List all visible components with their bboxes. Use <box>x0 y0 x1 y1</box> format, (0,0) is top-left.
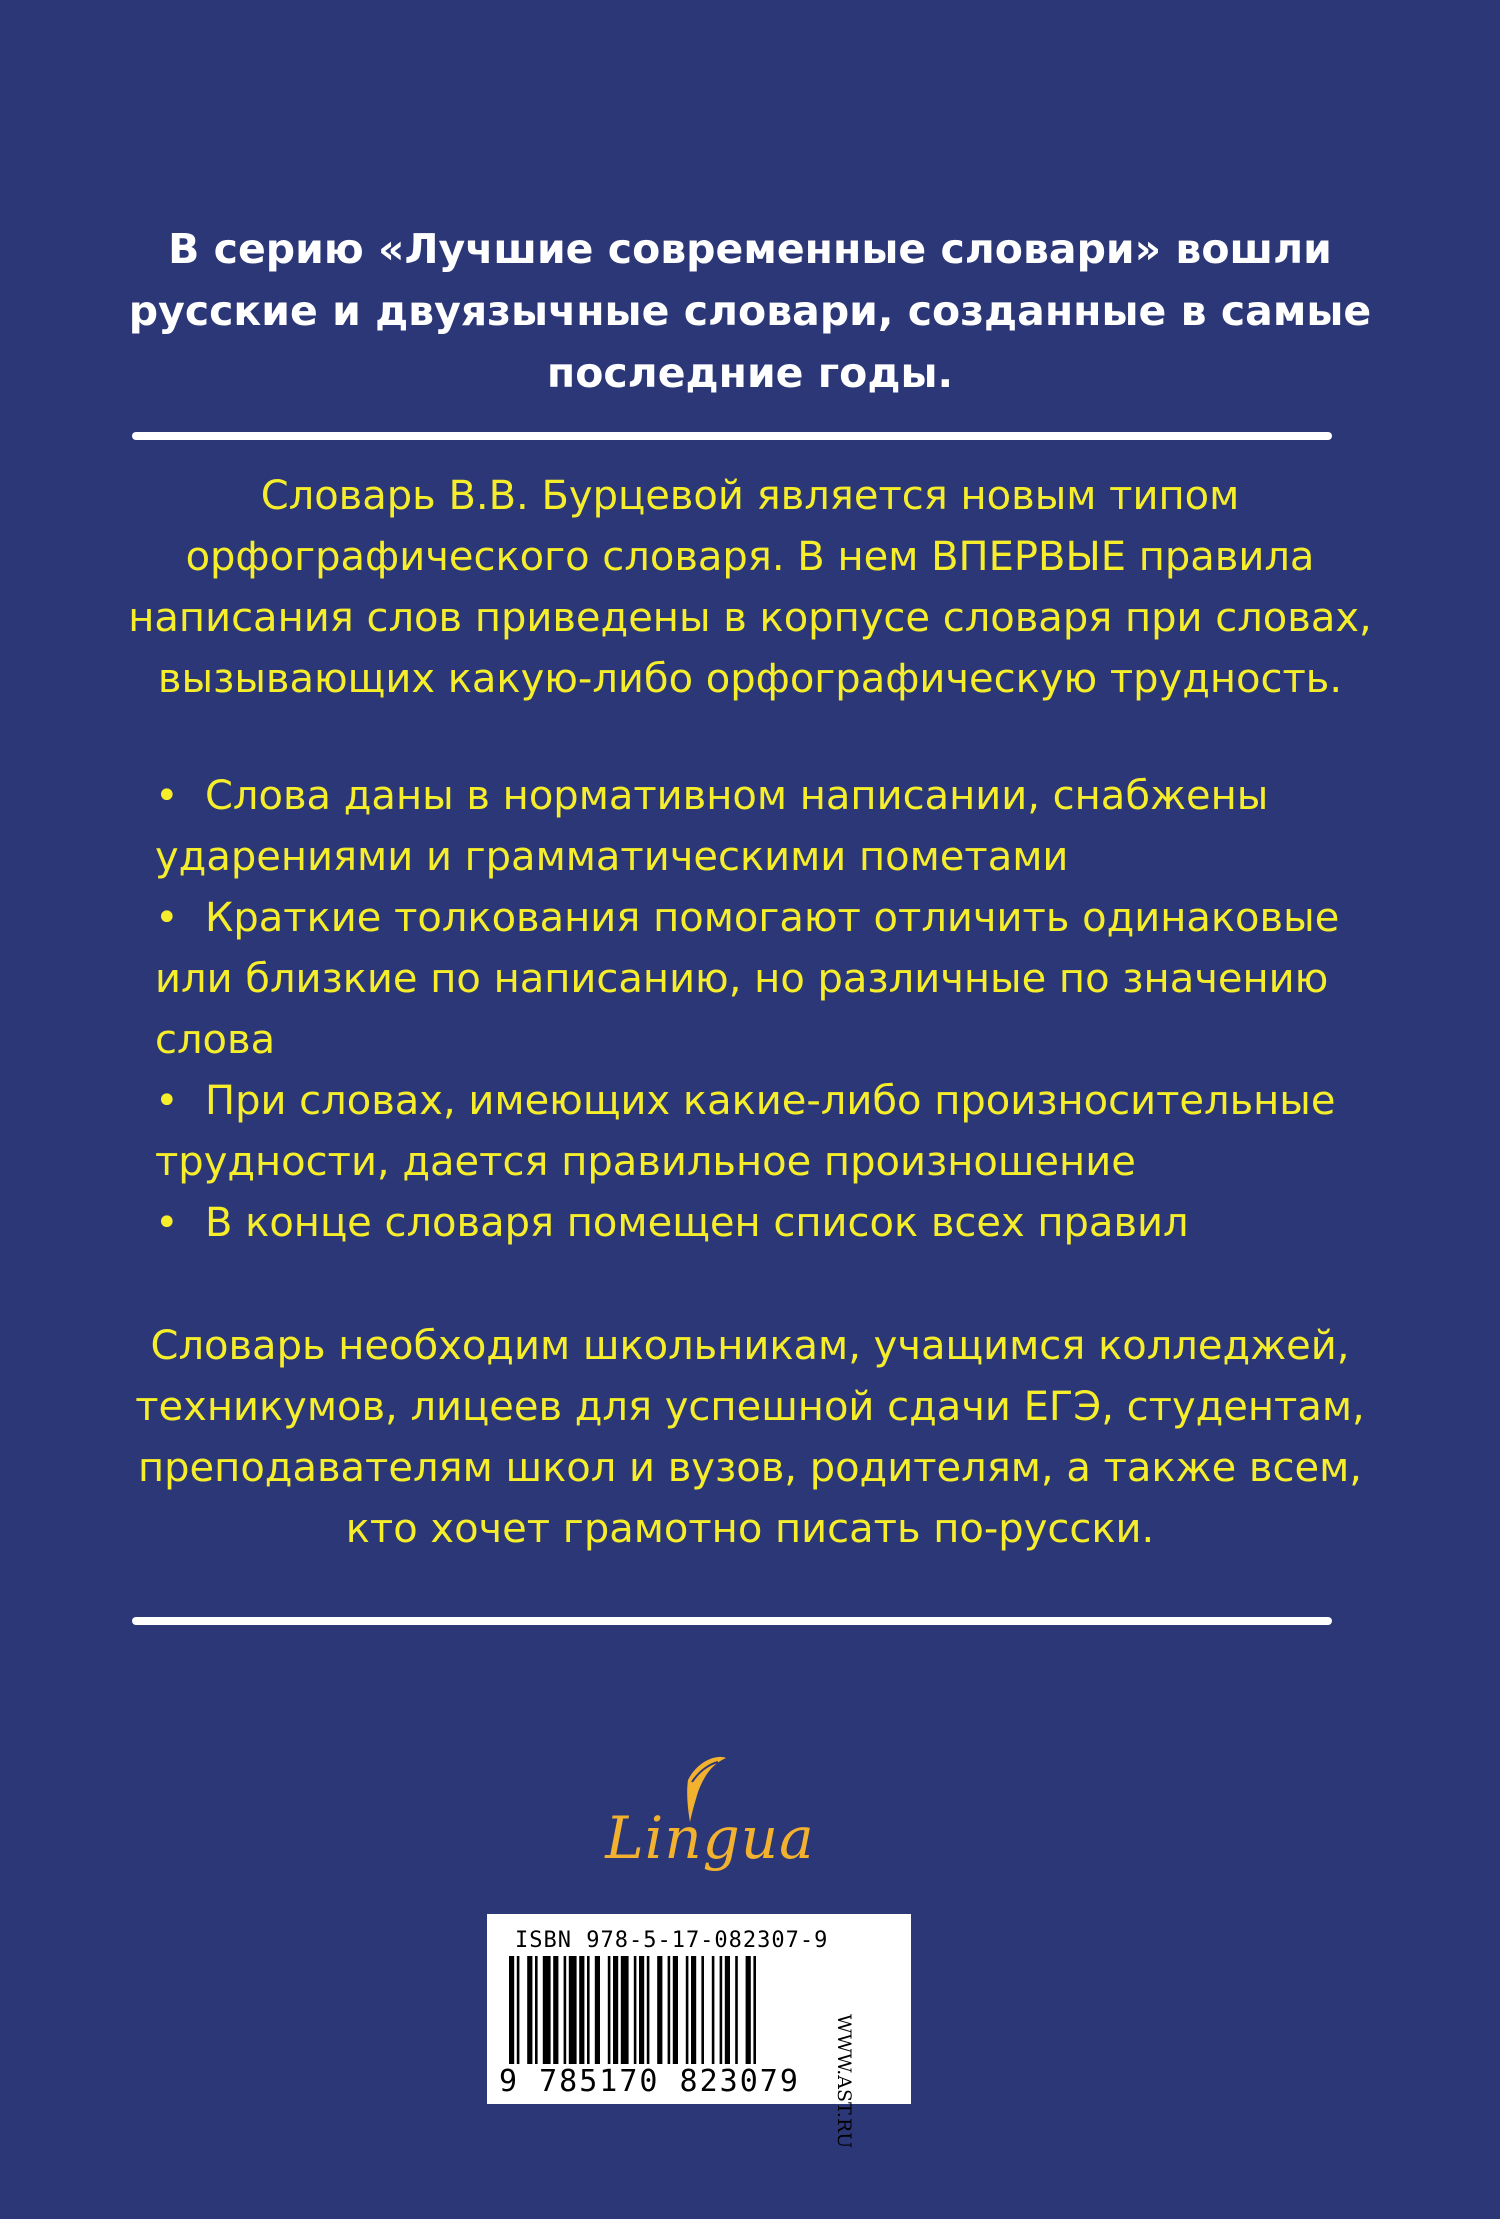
intro-line: В серию «Лучшие современные словари» вошли <box>168 225 1332 273</box>
description-line: Словарь В.В. Бурцевой является новым типом <box>260 473 1240 519</box>
barcode-bars <box>505 1956 855 2064</box>
barcode-stripe <box>543 1956 551 2064</box>
intro-line: русские и двуязычные словари, созданные в самые <box>128 287 1372 335</box>
divider-bottom <box>132 1617 1332 1625</box>
barcode-stripe <box>720 1956 723 2064</box>
intro-line: последние годы. <box>546 349 954 397</box>
feature-line: или близкие по написанию, но различные по значению <box>155 956 1329 1002</box>
barcode-stripe <box>639 1956 644 2064</box>
feature-line: трудности, дается правильное произношение <box>155 1139 1136 1185</box>
closing-line: Словарь необходим школьникам, учащимся колледжей, <box>150 1323 1350 1369</box>
barcode-stripe <box>673 1956 678 2064</box>
feature-item <box>155 888 1405 1071</box>
closing-line: преподавателям школ и вузов, родителям, а также всем, <box>138 1445 1362 1491</box>
barcode-stripe <box>517 1956 520 2064</box>
barcode-stripe <box>621 1956 629 2064</box>
feature-line: • При словах, имеющих какие-либо произносительные <box>205 1078 1336 1124</box>
feature-list <box>155 766 1405 1254</box>
barcode-stripe <box>712 1956 715 2064</box>
barcode-stripe <box>668 1956 671 2064</box>
divider-top <box>132 432 1332 440</box>
feature-item <box>155 1193 1405 1254</box>
barcode-stripe <box>691 1956 696 2064</box>
barcode-stripe <box>509 1956 514 2064</box>
barcode-stripe <box>587 1956 590 2064</box>
barcode-stripe <box>595 1956 600 2064</box>
publisher-website: WWW.AST.RU <box>833 2014 855 2149</box>
barcode-stripe <box>753 1956 756 2064</box>
feature-line: • Слова даны в нормативном написании, снабжены <box>205 773 1269 819</box>
ean-digits: 9 785170 823079 <box>499 2064 800 2099</box>
barcode-stripe <box>725 1956 730 2064</box>
description-line: орфографического словаря. В нем ВПЕРВЫЕ правила <box>185 534 1315 580</box>
barcode-stripe <box>579 1956 584 2064</box>
feature-item <box>155 766 1405 888</box>
barcode-stripe <box>701 1956 704 2064</box>
barcode-stripe <box>613 1956 618 2064</box>
barcode-stripe <box>527 1956 532 2064</box>
feature-item <box>155 1071 1405 1193</box>
barcode-stripe <box>569 1956 577 2064</box>
barcode-stripe <box>535 1956 538 2064</box>
feature-line: слова <box>155 1017 276 1063</box>
feature-line: • В конце словаря помещен список всех правил <box>205 1200 1189 1246</box>
series-intro <box>120 218 1380 404</box>
logo-wordmark: Lingua <box>605 1804 815 1872</box>
closing-line: кто хочет грамотно писать по-русски. <box>345 1506 1155 1552</box>
dictionary-description <box>80 466 1420 710</box>
isbn-text: ISBN 978-5-17-082307-9 <box>515 1928 829 1953</box>
lingua-logo <box>600 1752 820 1902</box>
barcode-stripe <box>746 1956 751 2064</box>
feature-line: ударениями и грамматическими пометами <box>155 834 1069 880</box>
barcode-stripe <box>657 1956 662 2064</box>
barcode-stripe <box>647 1956 650 2064</box>
barcode-stripe <box>634 1956 637 2064</box>
barcode-stripe <box>608 1956 611 2064</box>
description-line: написания слов приведены в корпусе словаря при словах, <box>128 595 1372 641</box>
barcode-stripe <box>553 1956 558 2064</box>
audience-statement <box>80 1316 1420 1560</box>
feature-line: • Краткие толкования помогают отличить одинаковые <box>205 895 1340 941</box>
barcode-stripe <box>686 1956 689 2064</box>
barcode-panel <box>487 1914 911 2149</box>
description-line: вызывающих какую-либо орфографическую трудность. <box>157 656 1343 702</box>
closing-line: техникумов, лицеев для успешной сдачи ЕГЭ, студентам, <box>135 1384 1365 1430</box>
barcode-stripe <box>564 1956 567 2064</box>
barcode-stripe <box>735 1956 738 2064</box>
